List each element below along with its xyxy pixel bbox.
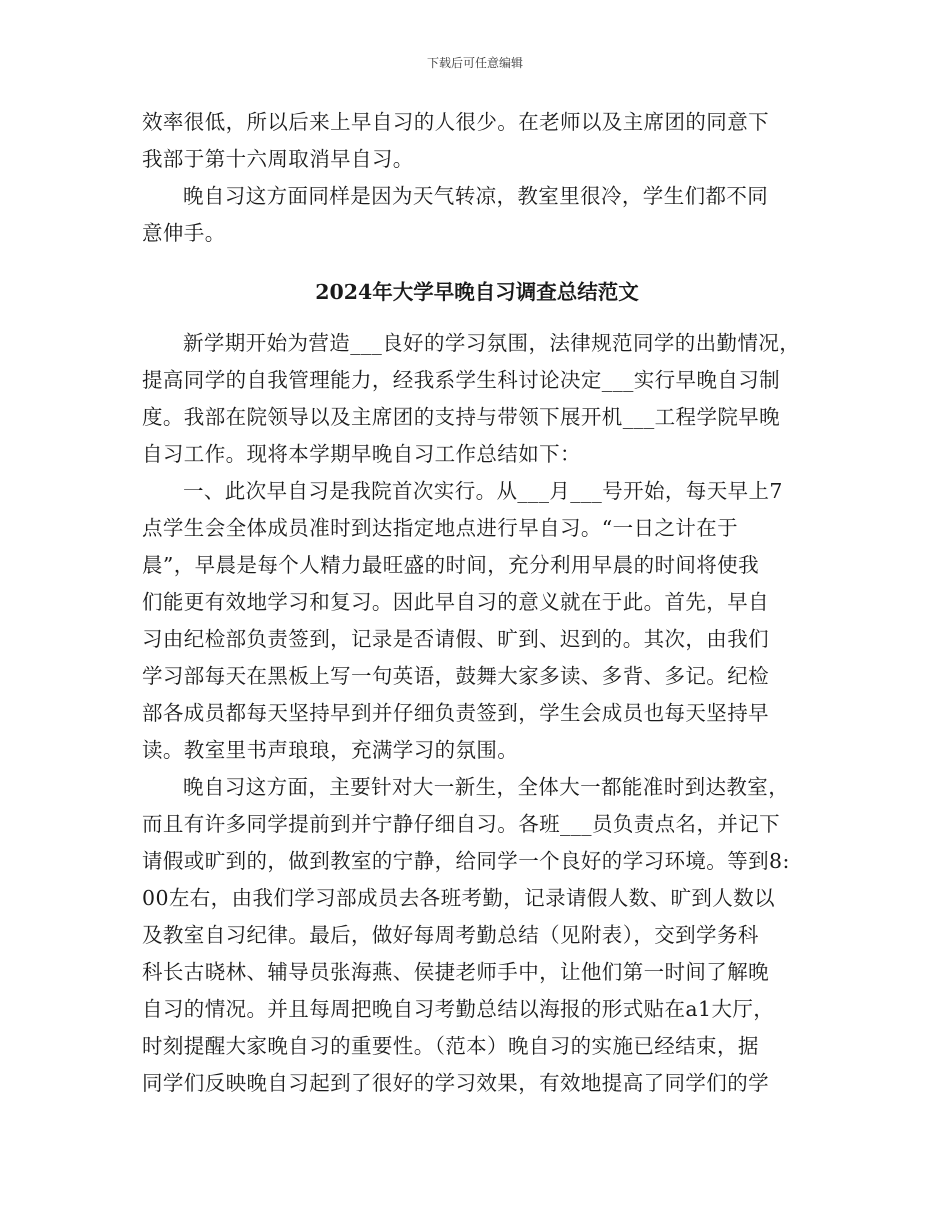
paragraph-line: 00左右，由我们学习部成员去各班考勤，记录请假人数、旷到人数以 [142, 886, 775, 910]
paragraph-line: 时刻提醒大家晚自习的重要性。（范本）晚自习的实施已经结束，据 [142, 1034, 759, 1058]
paragraph-line: 提高同学的自我管理能力，经我系学生科讨论决定___实行早晚自习制 [142, 368, 781, 392]
paragraph-line: 部各成员都每天坚持早到并仔细负责签到，学生会成员也每天坚持早 [142, 701, 769, 725]
paragraph-line: 读。教室里书声琅琅，充满学习的氛围。 [142, 738, 519, 762]
paragraph-line: 请假或旷到的，做到教室的宁静，给同学一个良好的学习环境。等到8: [142, 849, 790, 873]
paragraph-line: 自习工作。现将本学期早晚自习工作总结如下： [142, 442, 581, 466]
paragraph-line: 度。我部在院领导以及主席团的支持与带领下展开机___工程学院早晚 [142, 405, 781, 429]
paragraph-line: 自习的情况。并且每周把晚自习考勤总结以海报的形式贴在a1大厅， [142, 997, 775, 1021]
paragraph-line: 而且有许多同学提前到并宁静仔细自习。各班___员负责点名，并记下 [142, 812, 781, 836]
paragraph-line: 意伸手。 [142, 221, 226, 245]
document-body [142, 104, 812, 1102]
paragraph-line: 一、此次早自习是我院首次实行。从___月___号开始，每天早上7 [183, 479, 783, 503]
paragraph-line: 同学们反映晚自习起到了很好的学习效果，有效地提高了同学们的学 [142, 1071, 769, 1095]
paragraph-line: 晨”，早晨是每个人精力最旺盛的时间，充分利用早晨的时间将使我 [142, 553, 759, 577]
page-header: 下载后可任意编辑 [426, 56, 523, 70]
paragraph-line: 我部于第十六周取消早自习。 [142, 147, 414, 171]
paragraph-line: 新学期开始为营造___良好的学习氛围，法律规范同学的出勤情况， [183, 331, 801, 355]
paragraph-line: 们能更有效地学习和复习。因此早自习的意义就在于此。首先，早自 [142, 590, 769, 614]
paragraph-line: 晚自习这方面同样是因为天气转凉，教室里很冷，学生们都不同 [183, 184, 769, 208]
paragraph-line: 点学生会全体成员准时到达指定地点进行早自习。“一日之计在于 [142, 516, 739, 540]
paragraph-line: 科长古晓林、辅导员张海燕、侯捷老师手中，让他们第一时间了解晚 [142, 960, 769, 984]
paragraph-line: 习由纪检部负责签到，记录是否请假、旷到、迟到的。其次，由我们 [142, 627, 769, 651]
paragraph-line: 及教室自习纪律。最后，做好每周考勤总结（见附表），交到学务科 [142, 923, 759, 947]
paragraph-line: 效率很低，所以后来上早自习的人很少。在老师以及主席团的同意下 [142, 110, 769, 134]
paragraph-line: 晚自习这方面，主要针对大一新生，全体大一都能准时到达教室， [183, 775, 790, 799]
paragraph-line: 学习部每天在黑板上写一句英语，鼓舞大家多读、多背、多记。纪检 [142, 664, 769, 688]
document-title: 2024年大学早晚自习调查总结范文 [315, 280, 639, 304]
